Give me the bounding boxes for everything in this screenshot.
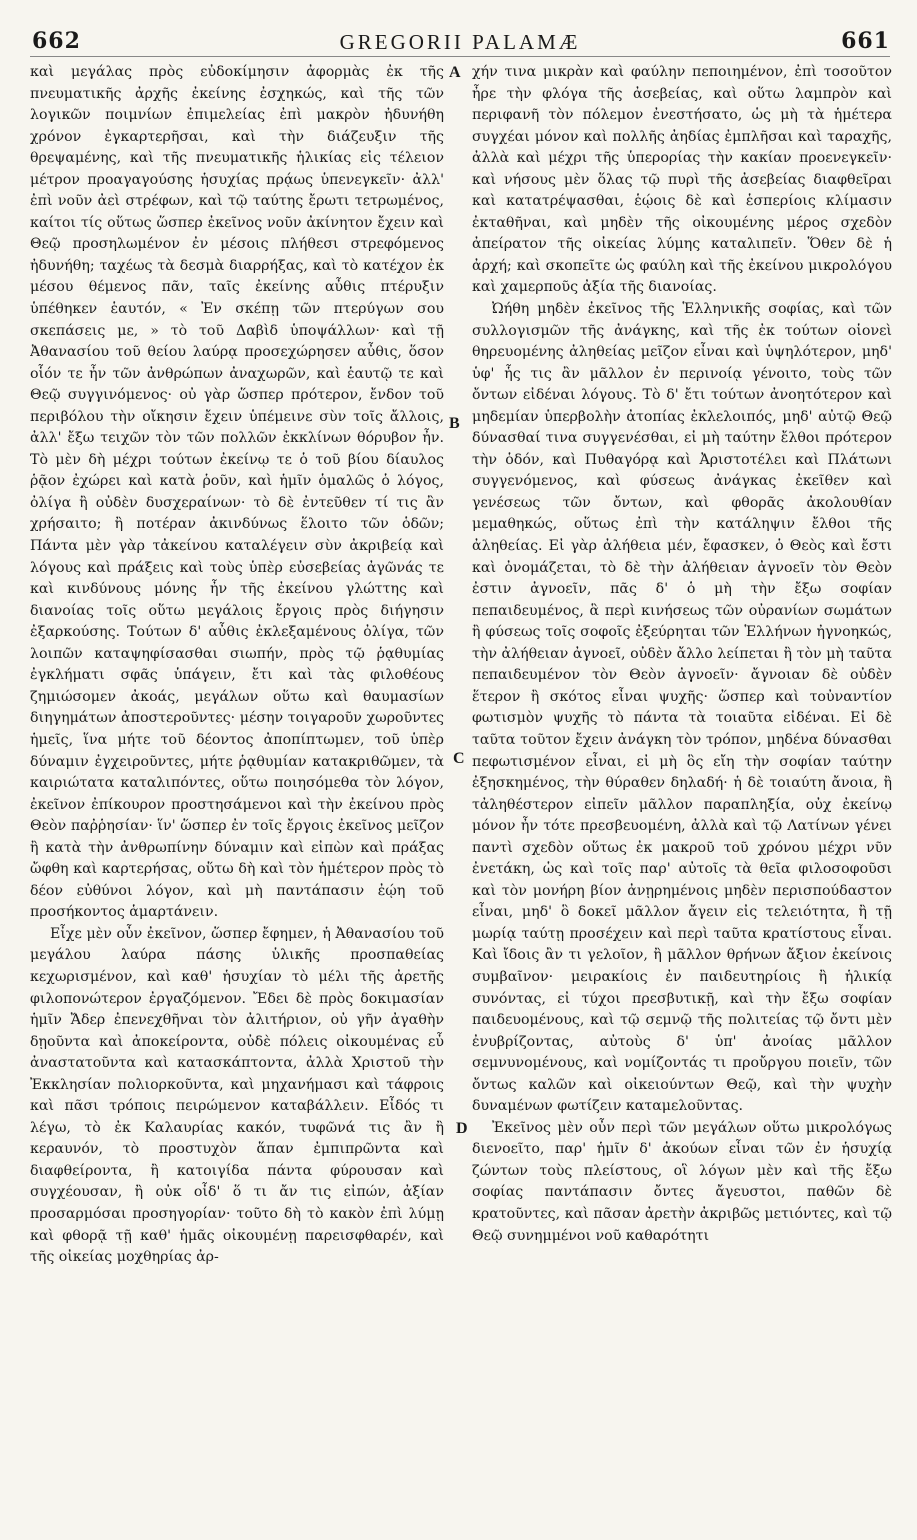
left-paragraph-1: καὶ μεγάλας πρὸς εὐδοκίμησιν ἀφορμὰς ἐκ τῆς πνευματικῆς ἀρχῆς ἐκείνης ἐσχηκώς, καὶ τῆς τῶν λογικῶν ποιμνίων ἐπιμελείας ἐπὶ μακρὸν ἠδυνήθη χρόνον ἐγκαρτερῆσαι, καὶ τὴν διάζευξιν τῆς θρεψαμένης, καὶ τῆς πνευματικῆς ἡλικίας εἰς τέλειον μέτρον προαγαγούσης ἡσυχίας πρᾴως ὑπενεγκεῖν· ἀλλ' ἐπὶ νοῦν ἀεὶ στρέφων, καὶ τῷ ταύτης ἔρωτι τετρωμένος, καίτοι τίς οὕτως ὥσπερ ἐκεῖνος νοῦν ἀκίνητον ἔχειν καὶ Θεῷ προσηλωμένον ἐν μέσοις πλήθεσι στρεφόμενος ἠδυνήθη; ταχέως τὰ δεσμὰ διαρρήξας, καὶ τὸ κατέχον ἐκ μέσου θέμενος πᾶν, ταῖς ἐκείνης αὖθις πτέρυξιν ὑπέθηκεν ἑαυτόν, « Ἐν σκέπῃ τῶν πτερύγων σου σκεπάσεις με, » τὸ τοῦ Δαβὶδ ὑποψάλλων· καὶ τῇ Ἀθανασίου τοῦ θείου λαύρᾳ προσεχώρησεν αὖθις, ὅσον οἷόν τε ἦν τῶν ἀνθρώπων ἀναχωρῶν, καὶ ἑαυτῷ τε καὶ Θεῷ συγγινόμενος· οὐ γὰρ ὥσπερ πρότερον, ἔνδον τοῦ περιβόλου τὴν οἴκησιν ἔχειν ὑπέμεινε σὺν τοῖς ἄλλοις, ἀλλ' ἔξω τειχῶν τὸν τῶν πολλῶν ἐκκλίνων θόρυβον ἦν. Τὸ μὲν δὴ μέχρι τούτων ἐκείνῳ τε ὁ τοῦ βίου δίαυλος ῥᾷον ἐχώρει καὶ κατὰ ῥοῦν, καὶ ἡμῖν ὁμαλῶς ὁ λόγος, ὀλίγα ἢ οὐδὲν δυσχεραίνων· τὸ δὲ ἐντεῦθεν τί τις ἂν χρήσαιτο; ἢ ποτέραν ἀκινδύνως ἕλοιτο τῶν ὁδῶν; Πάντα μὲν γὰρ τἀκείνου καταλέγειν σὺν ἀκριβείᾳ καὶ λόγους καὶ πράξεις καὶ τοὺς ὑπὲρ εὐσεβείας ἀγῶνάς τε καὶ κινδύνους μόνης ἦν τῆς ἐκείνου γλώττης καὶ διανοίας τοῖς οὕτω μεγάλοις ἔργοις πρὸς διήγησιν ἐξαρκούσης. Τούτων δ' αὖθις ἐκλεξαμένους ὀλίγα, τῶν λοιπῶν καταψηφίσασθαι σιωπήν, πρὸς τῷ ῥᾳθυμίας ἐγκλήματι σφᾶς ὑπάγειν, ἔτι καὶ τὰς φιλοθέους ζημιώσομεν ἀκοάς, μεγάλων οὕτω καὶ θαυμασίων διηγημάτων ἀποστεροῦντες· μέσην τοιγαροῦν χωροῦντες ἡμεῖς, ἵνα μήτε τοῦ δέοντος ἀποπίπτωμεν, τοῦ ὑπὲρ δύναμιν ἐγχειροῦντες, μήτε ῥᾳθυμίαν κατακριθῶμεν, τὰ καιριώτατα καταλιπόντες, οὕτω ποιησόμεθα τὸν λόγον, ἐκεῖνον ἐπίκουρον προστησάμενοι καὶ τὴν ἐκείνου πρὸς Θεὸν παῤῥησίαν· ἵν' ὥσπερ ἐν τοῖς ἔργοις ἐκεῖνος μεῖζον ἢ κατὰ τὴν ἀνθρωπίνην δύναμιν καὶ εἰπὼν καὶ πράξας ὤφθη καὶ καρτερήσας, οὕτω δὴ καὶ τὸν ἡμέτερον πρὸς τὸ δέον εὐθύνοι λόγον, καὶ μὴ παντάπασιν ἐῴη τοῦ προσήκοντος ἁμαρτάνειν. bbox=[30, 64, 444, 921]
running-title: GREGORII PALAMÆ bbox=[339, 30, 581, 54]
right-paragraph-1: χήν τινα μικρὰν καὶ φαύλην πεποιημένον, ἐπὶ τοσοῦτον ἦρε τὴν φλόγα τῆς ἀσεβείας, καὶ οὕτω λαμπρὸν καὶ περιφανῆ τὸν πόλεμον ἐνεστήσατο, ὡς μὴ τὰ ἡμέτερα συγχέαι μόνον καὶ πολλῆς ἀηδίας ἐμπλῆσαι καὶ ταραχῆς, ἀλλὰ καὶ μέχρι τῆς ὑπερορίας τὴν κακίαν προενεγκεῖν· καὶ νήσους μὲν ὅλας τῷ πυρὶ τῆς ἀσεβείας διαφθεῖραι καὶ κατατρέψασθαι, ἑῴοις δὲ καὶ ἑσπερίοις κλίμασιν ἐκταθῆναι, καὶ μηδὲν τῆς οἰκουμένης μέρος σχεδὸν ἀπείρατον τῆς οἰκείας λύμης καταλιπεῖν. Ὅθεν δὲ ἡ ἀρχή; καὶ σκοπεῖτε ὡς φαύλη καὶ τῆς ἐκείνου μικρολόγου καὶ χαμερποῦς ἀξία τῆς διανοίας. bbox=[472, 64, 892, 296]
right-column bbox=[472, 62, 892, 1532]
left-paragraph-2: Εἶχε μὲν οὖν ἐκεῖνον, ὥσπερ ἔφημεν, ἡ Ἀθανασίου τοῦ μεγάλου λαύρα πάσης ὑλικῆς προσπαθείας κεχωρισμένον, καὶ καθ' ἡσυχίαν τὸ μέλι τῆς ἀρετῆς φιλοπονώτερον ἐργαζόμενον. Ἔδει δὲ πρὸς δοκιμασίαν ἡμῖν Ἄδερ ἐπενεχθῆναι τὸν ἀλιτήριον, οὐ γῆν ἀγαθὴν δῃοῦντα καὶ ἀποκείροντα, οὐδὲ πόλεις οἰκουμένας εὖ ἀναστατοῦντα καὶ κατασκάπτοντα, ἀλλὰ Χριστοῦ τὴν Ἐκκλησίαν πολιορκοῦντα, καὶ μηχανήμασι καὶ τάφροις καὶ πᾶσι τρόποις πειρώμενον καταβάλλειν. Εἶδός τι λέγω, τὸ ἐκ Καλαυρίας κακόν, τυφῶνά τις ἂν ἢ κεραυνόν, τὸ προστυχὸν ἅπαν ἐμπιπρῶντα καὶ διαφθείροντα, ἢ κατοιγίδα πάντα φύρουσαν καὶ συγχέουσαν, ἢ οὐκ οἶδ' ὅ τι ἄν τις εἰπών, ἀξίαν προσαρμόσαι προσηγορίαν· τοῦτο δὴ τὸ κακὸν ἐπὶ λύμῃ καὶ φθορᾷ τῇ καθ' ἡμᾶς οἰκουμένῃ παρεισφθαρέν, καὶ τῆς οἰκείας μοχθηρίας ἀρ- bbox=[30, 925, 444, 1266]
right-paragraph-3: Ἐκεῖνος μὲν οὖν περὶ τῶν μεγάλων οὕτω μικρολόγως διενοεῖτο, παρ' ἡμῖν δ' ἀκούων εἶναι τῶν ἐν ἡσυχίᾳ ζώντων τοὺς πλείστους, οἳ λόγων μὲν καὶ τῆς ἔξω σοφίας παντάπασιν ὄντες ἄγευστοι, παθῶν δὲ κρατοῦντες, καὶ πᾶσαν ἀρετὴν ἀκριβῶς μετιόντες, καὶ τῷ Θεῷ συνημμένοι νοῦ καθαρότητι bbox=[472, 1119, 892, 1244]
right-page-number: 661 bbox=[841, 28, 890, 54]
running-header bbox=[30, 22, 890, 57]
right-paragraph-2: Ὠήθη μηδὲν ἐκεῖνος τῆς Ἑλληνικῆς σοφίας, καὶ τῶν συλλογισμῶν τῆς ἀνάγκης, καὶ τῆς ἐκ τούτων οἱονεὶ θηρευομένης ἀληθείας μεῖζον εἶναι καὶ ὑψηλότερον, μηδ' ὑφ' ἧς τις ἂν μᾶλλον ἐν περινοίᾳ γένοιτο, τοὺς τῶν ὄντων εἰδέναι λόγους. Τὸ δ' ἔτι τούτων ἀνοητότερον καὶ μηδεμίαν ὑπερβολὴν ἀτοπίας ἐκλελοιπός, μηδ' αὐτῷ Θεῷ δύνασθαί τινα συγγενέσθαι, εἰ μὴ ταύτην ἔλθοι πρότερον τὴν ὁδόν, καὶ Πυθαγόρᾳ καὶ Ἀριστοτέλει καὶ Πλάτωνι συγγενόμενος, καὶ φύσεως ἀνάγκας ἐκεῖθεν καὶ γενέσεως τῶν ὄντων, καὶ φθορᾶς ἀκολουθίαν μεμαθηκώς, οὕτως ἐπὶ τὴν κατάληψιν ἔλθοι τῆς ἀληθείας. Εἰ γὰρ ἀλήθεια μέν, ἔφασκεν, ὁ Θεὸς καὶ ἔστι καὶ ὀνομάζεται, τὸ δὲ τὴν ἀλήθειαν ἀγνοεῖν τὸν Θεὸν ἐστιν ἀγνοεῖν, πᾶς δ' ὁ μὴ τὴν ἔξω σοφίαν πεπαιδευμένος, ἃ περὶ κινήσεως τῶν οὐρανίων σωμάτων ἢ φύσεως τοῖς σοφοῖς ἐξεύρηται τῶν Ἑλλήνων ἠγνοηκώς, τὴν ἀλήθειαν ἀγνοεῖ, οὐδὲν ἄλλο λείπεται ἢ τὸν μὴ ταῦτα πεπαιδευμένον τὸν Θεὸν ἀγνοεῖν· ἄγνοιαν δὲ οὐδὲν ἕτερον ἢ σκότος εἶναι ψυχῆς· ὥσπερ καὶ τοὐναντίον φωτισμὸν ψυχῆς τὸ πάντα τὰ τοιαῦτα εἰδέναι. Εἰ δὲ ταῦτα τοῦτον ἔχειν ἀνάγκη τὸν τρόπον, μηδένα δύνασθαι πεφωτισμένον εἶναι, εἰ μὴ ὃς εἴη τὴν σοφίαν ταύτην ἐξησκημένος, τὴν θύραθεν δηλαδή· ἡ δὲ τοιαύτη ἄνοια, ἢ τἀληθέστερον εἰπεῖν μᾶλλον παραπληξία, οὐχ ἐκείνῳ μόνον ἦν τότε πρεσβευομένη, ἀλλὰ καὶ τῷ Λατίνων γένει παντὶ σχεδὸν οὕτως ἐκ μακροῦ τοῦ χρόνου μέχρι νῦν ἐνετάκη, ὡς καὶ τοῖς παρ' αὐτοῖς τὰ θεῖα φιλοσοφοῦσι καὶ τὸν μονήρη βίον ἀνῃρημένοις μηδὲν περισπούδαστον εἶναι, μηδ' ὃ δοκεῖ μᾶλλον ἄγειν εἰς τελειότητα, ἢ τῇ μωρίᾳ ταύτῃ προσέχειν καὶ περὶ ταῦτα κρατίστους εἶναι. Καὶ ἴδοις ἂν τι γελοῖον, ἢ μᾶλλον θρήνων ἄξιον ἐκείνοις συμβαῖνον· μειρακίοις ἐν παιδευτηρίοις ἢ ἡλικίᾳ συνόντας, εἰ τύχοι πρεσβυτικῇ, καὶ τὴν ἔξω σοφίαν παιδευομένους, καὶ τῷ σεμνῷ τῆς πολιτείας τῷ ὄντι μὲν ἐνυβρίζοντας, αὐτοὺς δ' ὑπ' ἀνοίας μᾶλλον σεμνυνομένους, καὶ νομίζοντάς τι προὔργου ποιεῖν, τῶν ὄντως καλῶν καὶ οἰκειούντων Θεῷ, καὶ τὴν ψυχὴν δυναμένων φωτίζειν καταμελοῦντας. bbox=[472, 301, 892, 1115]
section-marker-b: B bbox=[449, 415, 460, 432]
section-marker-d: D bbox=[456, 1120, 468, 1137]
section-marker-c: C bbox=[453, 750, 465, 767]
left-column bbox=[30, 62, 444, 1532]
section-marker-a: A bbox=[449, 64, 461, 81]
left-page-number: 662 bbox=[32, 28, 81, 54]
